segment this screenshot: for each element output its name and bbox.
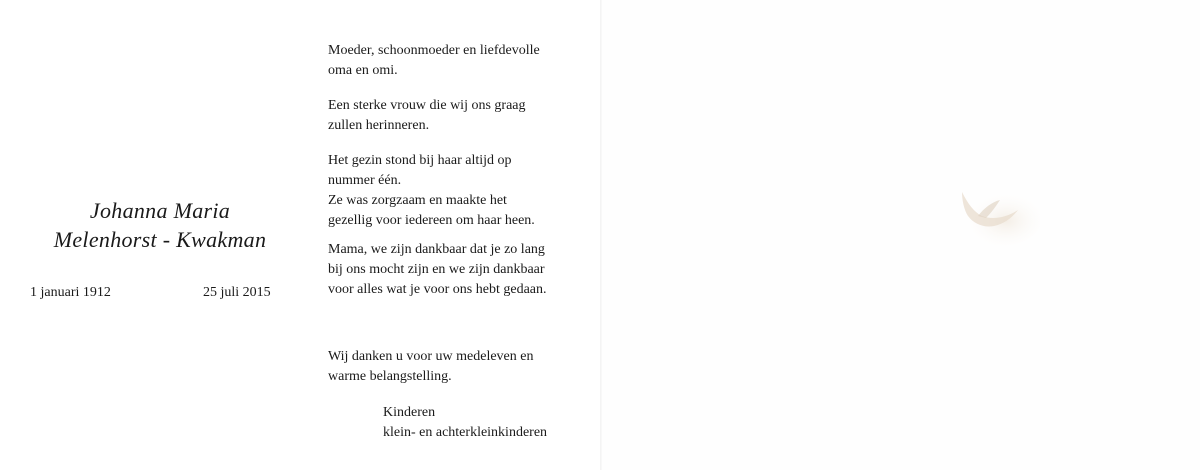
tribute-paragraph <box>328 96 598 136</box>
thanks-paragraph <box>328 347 598 387</box>
tribute-paragraph <box>328 151 598 231</box>
tribute-line: zullen herinneren. <box>328 118 430 133</box>
tribute-paragraph <box>328 41 598 81</box>
tribute-line: gezellig voor iedereen om haar heen. <box>328 213 535 228</box>
tribute-line: Ze was zorgzaam en maakte het <box>328 193 507 208</box>
tribute-line: Een sterke vrouw die wij ons graag <box>328 98 526 113</box>
tribute-paragraph <box>328 240 598 300</box>
signature-line: klein- en achterkleinkinderen <box>383 425 548 440</box>
tribute-line: bij ons mocht zijn en we zijn dankbaar <box>328 262 545 277</box>
tribute-line: Het gezin stond bij haar altijd op <box>328 153 512 168</box>
first-names: Johanna Maria <box>89 198 231 223</box>
tribute-line: Mama, we zijn dankbaar dat je zo lang <box>328 242 545 257</box>
birth-date: 1 januari 1912 <box>30 285 111 300</box>
card-inside-right <box>602 0 1200 470</box>
death-date: 25 juli 2015 <box>203 285 271 300</box>
tribute-line: voor alles wat je voor ons hebt gedaan. <box>328 282 547 297</box>
tribute-line: oma en omi. <box>328 63 398 78</box>
thanks-line: warme belangstelling. <box>328 369 452 384</box>
dove-icon <box>948 178 1040 250</box>
tribute-line: nummer één. <box>328 173 402 188</box>
signature-line: Kinderen <box>383 405 436 420</box>
signature <box>383 403 547 443</box>
deceased-name <box>20 196 300 254</box>
tribute-line: Moeder, schoonmoeder en liefdevolle <box>328 43 540 58</box>
surname: Melenhorst - Kwakman <box>53 227 267 252</box>
thanks-line: Wij danken u voor uw medeleven en <box>328 349 534 364</box>
